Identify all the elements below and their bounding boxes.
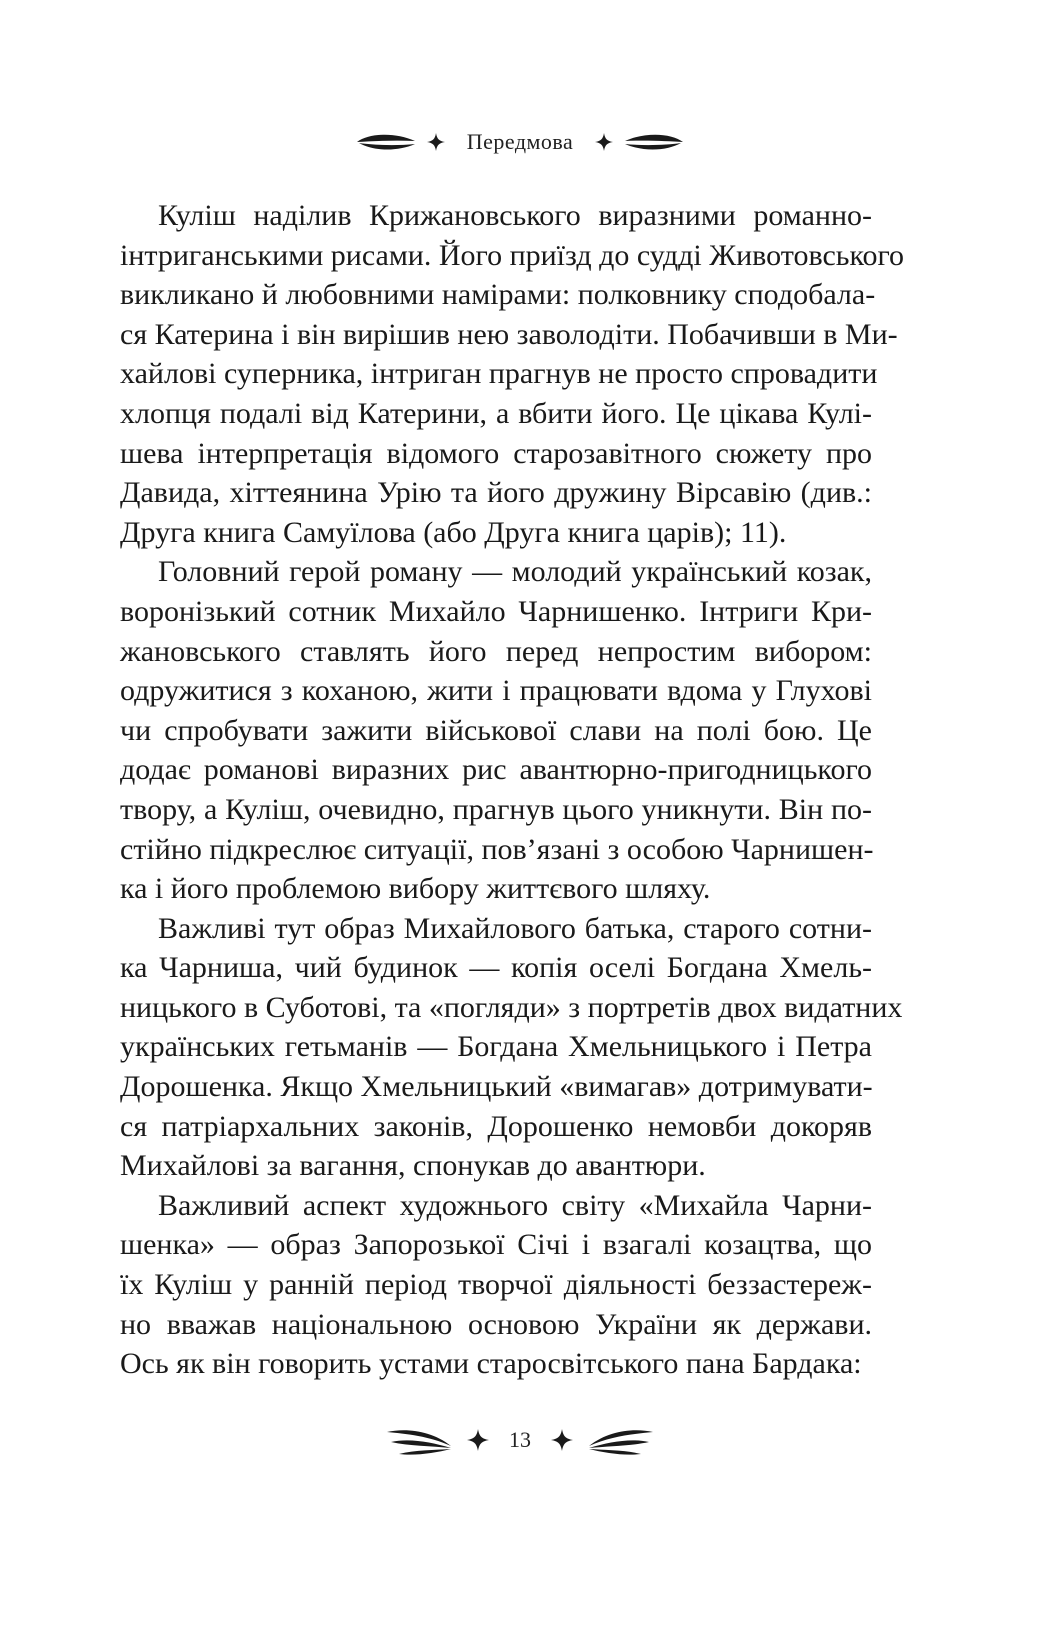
paragraph-line: Михайлові за вагання, спонукав до авантюри. <box>120 1149 706 1183</box>
paragraph-line: ся патріархальних законів, Дорошенко немовби докоряв <box>120 1109 872 1143</box>
paragraph-line: шева інтерпретація відомого старозавітного сюжету про <box>120 436 872 470</box>
paragraph-line: но вважав національною основою України як держави. <box>120 1307 872 1341</box>
paragraph-first-line: Важливий аспект художнього світу «Михайла Чарни- <box>158 1188 872 1222</box>
paragraph-line: ка і його проблемою вибору життєвого шляху. <box>120 872 711 906</box>
paragraph-line: хлопця подалі від Катерини, а вбити його. Це цікава Кулі- <box>120 396 872 430</box>
paragraph-line: Ось як він говорить устами старосвітського пана Бардака: <box>120 1347 862 1381</box>
leaf-flourish-icon <box>623 131 685 153</box>
page-footer <box>0 1416 1040 1464</box>
paragraph-line: воронізький сотник Михайло Чарнишенко. Інтриги Кри- <box>120 594 872 628</box>
paragraph-line: хайлові суперника, інтриган прагнув не просто спровадити <box>120 357 878 391</box>
four-point-star-icon <box>427 133 445 151</box>
four-point-star-icon <box>551 1429 573 1451</box>
paragraph-line: їх Куліш у ранній період творчої діяльності беззастереж- <box>120 1268 872 1302</box>
four-point-star-icon <box>467 1429 489 1451</box>
paragraph-line: твору, а Куліш, очевидно, прагнув цього уникнути. Він по- <box>120 792 872 826</box>
paragraph-line: ся Катерина і він вирішив нею заволодіти. Побачивши в Ми- <box>120 317 898 351</box>
four-point-star-icon <box>595 133 613 151</box>
leaf-sprig-icon <box>385 1422 455 1458</box>
paragraph-first-line: Важливі тут образ Михайлового батька, старого сотни- <box>158 911 872 945</box>
paragraph-line: додає романові виразних рис авантюрно-пригодницького <box>120 753 872 787</box>
running-head <box>0 120 1040 164</box>
paragraph-first-line: Головний герой роману — молодий український козак, <box>158 555 872 589</box>
body-text <box>120 196 905 1384</box>
paragraph-line: викликано й любовними намірами: полковнику сподобала- <box>120 278 876 312</box>
paragraph-line: шенка» — образ Запорозької Січі і взагалі козацтва, що <box>120 1228 872 1262</box>
paragraph-first-line: Куліш наділив Крижановського виразними романно- <box>158 199 872 232</box>
paragraph-line: Дорошенка. Якщо Хмельницький «вимагав» дотримувати- <box>120 1070 873 1104</box>
paragraph-line: Давида, хіттеянина Урію та його дружину Вірсавію (див.: <box>120 476 872 510</box>
page-number: 13 <box>509 1427 531 1452</box>
paragraph-line: ницького в Суботові, та «погляди» з портретів двох видатних <box>120 990 903 1024</box>
running-title: Передмова <box>466 129 574 154</box>
paragraph-line: інтриганськими рисами. Його приїзд до судді Животовського <box>120 238 905 272</box>
paragraph-line: стійно підкреслює ситуації, пов’язані з особою Чарнишен- <box>120 832 874 866</box>
leaf-flourish-icon <box>355 131 417 153</box>
paragraph-line: Друга книга Самуїлова (або Друга книга царів); 11). <box>120 515 787 549</box>
paragraph-line: чи спробувати зажити військової слави на полі бою. Це <box>120 713 872 747</box>
paragraph-line: ка Чарниша, чий будинок — копія оселі Богдана Хмель- <box>120 951 872 985</box>
paragraph-line: жановського ставлять його перед непростим вибором: <box>120 634 872 668</box>
paragraph-line: одружитися з коханою, жити і працювати вдома у Глухові <box>120 674 872 708</box>
paragraph-line: українських гетьманів — Богдана Хмельницького і Петра <box>120 1030 872 1064</box>
leaf-sprig-icon <box>585 1422 655 1458</box>
